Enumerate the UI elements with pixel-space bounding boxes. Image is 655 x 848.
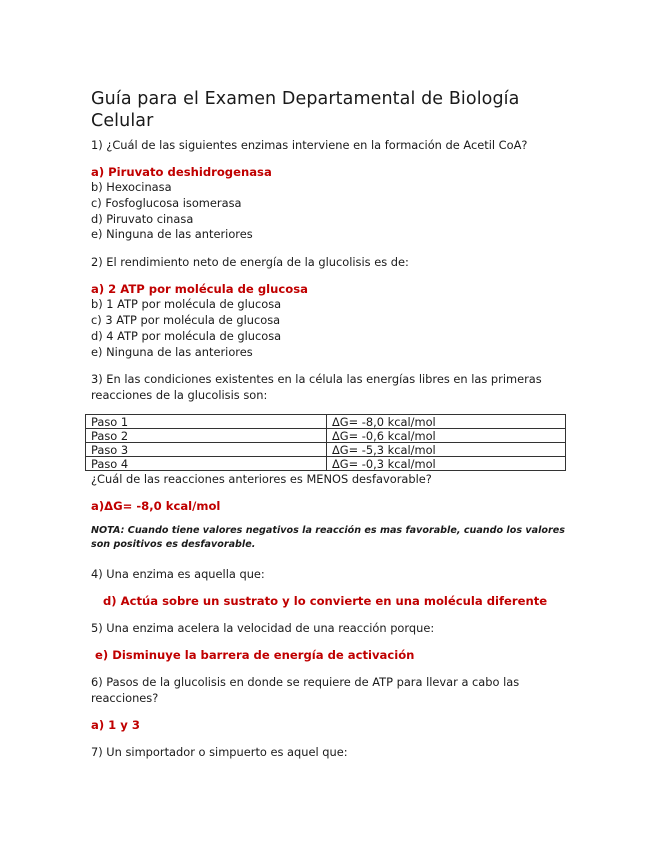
- answer-1: a) Piruvato deshidrogenasa: [91, 165, 272, 179]
- table-cell-value: ΔG= -0,6 kcal/mol: [327, 429, 566, 443]
- option-1b: b) Hexocinasa: [91, 180, 172, 194]
- question-5: 5) Una enzima acelera la velocidad de una reacción porque:: [91, 621, 435, 636]
- table-cell-step: Paso 3: [86, 443, 327, 457]
- document-page: [91, 88, 571, 760]
- table-row: [86, 429, 566, 443]
- answer-6: a) 1 y 3: [91, 718, 140, 733]
- table-cell-value: ΔG= -0,3 kcal/mol: [327, 457, 566, 471]
- question-1: 1) ¿Cuál de las siguientes enzimas interviene en la formación de Acetil CoA?: [91, 138, 528, 152]
- note: [91, 524, 571, 551]
- note-text: Cuando tiene valores negativos la reacción es mas favorable, cuando los valores son positivos es desfavorable.: [91, 525, 565, 550]
- option-1c: c) Fosfoglucosa isomerasa: [91, 195, 242, 210]
- option-2b: b) 1 ATP por molécula de glucosa: [91, 297, 282, 312]
- question-4: 4) Una enzima es aquella que:: [91, 567, 265, 582]
- answer-2: a) 2 ATP por molécula de glucosa: [91, 282, 308, 297]
- table-cell-value: ΔG= -5,3 kcal/mol: [327, 443, 566, 457]
- question-3-followup: ¿Cuál de las reacciones anteriores es MENOS desfavorable?: [91, 472, 432, 487]
- table-row: [86, 443, 566, 457]
- option-1e: e) Ninguna de las anteriores: [91, 227, 253, 242]
- question-6: 6) Pasos de la glucolisis en donde se requiere de ATP para llevar a cabo las reacciones?: [91, 675, 520, 706]
- question-2: 2) El rendimiento neto de energía de la glucolisis es de:: [91, 255, 409, 270]
- table-cell-step: Paso 4: [86, 457, 327, 471]
- answer-3: a)ΔG= -8,0 kcal/mol: [91, 499, 221, 514]
- table-cell-value: ΔG= -8,0 kcal/mol: [327, 415, 566, 429]
- options-1: [91, 180, 571, 243]
- note-label: NOTA:: [91, 525, 125, 537]
- table-row: [86, 415, 566, 429]
- table-row: [86, 457, 566, 471]
- answer-4: d) Actúa sobre un sustrato y lo convierte en una molécula diferente: [103, 594, 548, 609]
- options-2: [91, 297, 571, 360]
- option-2d: d) 4 ATP por molécula de glucosa: [91, 328, 282, 343]
- free-energy-table: [85, 414, 566, 471]
- answer-5: e) Disminuye la barrera de energía de activación: [95, 648, 415, 663]
- document-title: Guía para el Examen Departamental de Biología Celular: [91, 89, 520, 131]
- question-7: 7) Un simportador o simpuerto es aquel que:: [91, 745, 348, 760]
- table-cell-step: Paso 1: [86, 415, 327, 429]
- question-3: 3) En las condiciones existentes en la célula las energías libres en las primeras reacciones de la glucolisis son:: [91, 372, 542, 403]
- option-1d: d) Piruvato cinasa: [91, 211, 194, 226]
- table-cell-step: Paso 2: [86, 429, 327, 443]
- option-2e: e) Ninguna de las anteriores: [91, 344, 253, 359]
- option-2c: c) 3 ATP por molécula de glucosa: [91, 312, 281, 327]
